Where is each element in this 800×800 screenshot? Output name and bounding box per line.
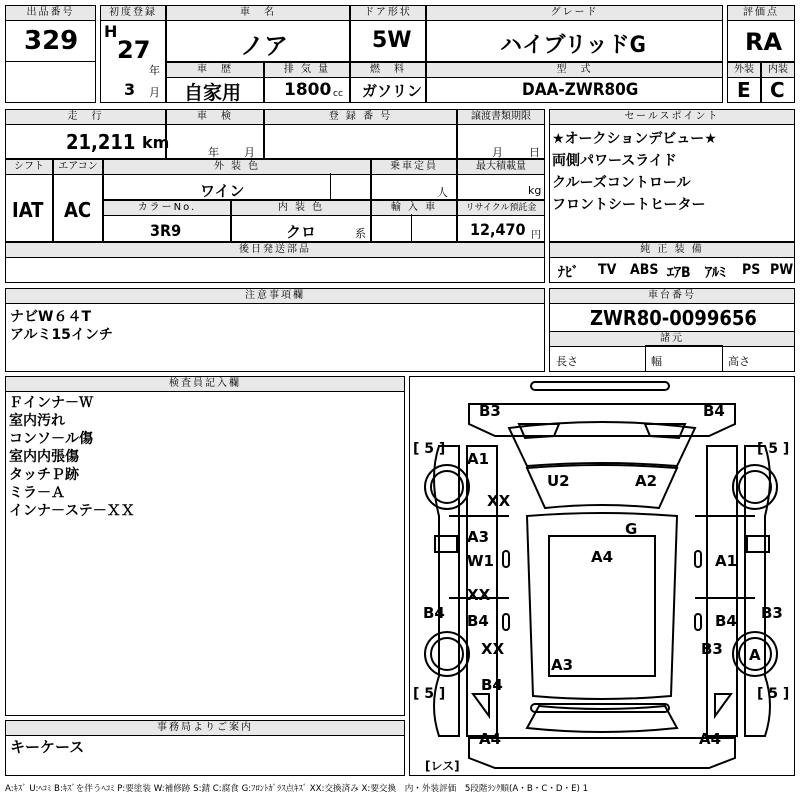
door-label: ドア形状 <box>350 5 426 21</box>
sales-points-label: セールスポイント <box>549 109 795 125</box>
mark-xx-left-3: XX <box>481 640 505 658</box>
history-label: 車 歴 <box>166 62 264 78</box>
inspection-label: 車 検 <box>166 109 264 125</box>
equipment-pw: PW <box>770 262 794 278</box>
mark-a3-center: A3 <box>551 656 574 674</box>
mark-xx-left: XX <box>487 492 511 510</box>
aircon: AC <box>64 198 92 222</box>
specs-label: 諸元 <box>549 331 795 347</box>
max-load-label: 最大積載量 <box>457 159 545 175</box>
mileage: 21,211 <box>66 130 136 154</box>
equipment-ps: PS <box>742 262 761 278</box>
notes-label: 注意事項欄 <box>5 288 545 304</box>
ext-color: ワイン <box>200 182 245 200</box>
first-reg-label: 初度登録 <box>100 5 166 21</box>
spec-length-label: 長さ <box>556 355 578 368</box>
aircon-label: エアコン <box>53 159 103 175</box>
sales-point-item: ★オークションデビュー★ <box>552 131 717 147</box>
model-label: 型 式 <box>426 62 723 78</box>
mark-a1-left-fender: A1 <box>467 450 490 468</box>
door-type: 5W <box>372 28 412 53</box>
mark-w1: W1 <box>467 552 494 570</box>
inspector-line: Ｆインナ－Ｗ <box>9 395 93 411</box>
reg-year: 27 <box>117 36 151 64</box>
inspector-line: コンソ－ル傷 <box>9 431 93 447</box>
recycle-unit: 円 <box>531 230 541 241</box>
mark-a1-right: A1 <box>715 552 738 570</box>
spec-width-label: 幅 <box>651 355 662 368</box>
car-outline <box>425 382 777 768</box>
sales-point-item: 両側パワースライド <box>552 153 677 169</box>
inspector-line: ミラ－Ａ <box>9 485 65 501</box>
ext-color-divider <box>330 173 331 200</box>
chassis-label: 車台番号 <box>549 288 795 304</box>
max-load-unit: kg <box>528 184 542 197</box>
mark-xx-left-2: XX <box>467 586 491 604</box>
inspector-line: 室内汚れ <box>9 413 65 429</box>
exterior-grade: E <box>737 78 751 102</box>
mark-a4-bottom-right: A4 <box>699 730 722 748</box>
interior-label: 内装 <box>761 62 795 78</box>
color-no: 3R9 <box>150 221 182 240</box>
damage-diagram <box>409 376 795 776</box>
shift: IAT <box>12 198 44 222</box>
legend: A:ｷｽﾞ U:ﾍｺﾐ B:ｷｽﾞを伴うﾍｺﾐ P:要塗装 W:補修跡 S:錆 C:腐食 G:ﾌﾛﾝﾄｶﾞﾗｽ点ｷｽﾞ XX:交換済み X:要交換 内・外装評価 5段階ﾗﾝｸ順(A・B・C・D・E) 1 <box>5 784 589 794</box>
mark-a4-center: A4 <box>591 548 614 566</box>
history: 自家用 <box>184 82 242 104</box>
recycle: 12,470 <box>470 220 526 239</box>
mark-b4-right: B4 <box>715 612 737 630</box>
office-text: キーケース <box>10 738 85 756</box>
score-label: 評価点 <box>727 5 795 21</box>
mark-b4-front-right: B4 <box>703 402 725 420</box>
equipment-abs: ABS <box>630 262 659 278</box>
grade-label: グレード <box>426 5 723 21</box>
color-no-label: カラーNo. <box>103 200 231 216</box>
transfer-label: 譲渡書類期限 <box>457 109 545 125</box>
tire-fr: [ 5 ] <box>757 441 790 457</box>
mark-a2: A2 <box>635 472 658 490</box>
equipment-ﾅﾋﾞ: ﾅﾋﾞ <box>558 265 579 281</box>
car-name-label: 車 名 <box>166 5 350 21</box>
note-line: アルミ15インチ <box>10 327 113 343</box>
equipment-alloy: ｱﾙﾐ <box>705 265 726 281</box>
lot-divider <box>5 61 96 62</box>
score: RA <box>745 28 783 56</box>
sales-point-item: フロントシートヒーター <box>552 197 706 213</box>
mark-a3-left: A3 <box>467 528 490 546</box>
fuel-label: 燃 料 <box>350 62 426 78</box>
sales-point-item: クルーズコントロール <box>552 175 691 191</box>
spec-height-label: 高さ <box>728 355 750 368</box>
equipment-tv: TV <box>598 262 617 278</box>
notes-list <box>10 308 113 344</box>
tire-fl: [ 5 ] <box>413 441 446 457</box>
mark-b4-left-1: B4 <box>423 604 445 622</box>
int-color-label: 内 装 色 <box>231 200 371 216</box>
era: H <box>104 22 118 41</box>
rear-label: [レス] <box>425 759 460 773</box>
displacement-label: 排 気 量 <box>264 62 350 78</box>
model: DAA-ZWR80G <box>522 80 639 100</box>
inspector-label: 検査員記入欄 <box>5 376 405 392</box>
mileage-unit: km <box>142 133 170 152</box>
grade: ハイブリッドG <box>500 33 646 58</box>
equipment-label: 純 正 装 備 <box>549 242 795 258</box>
inspector-line: インナ－ステ－ＸＸ <box>9 503 135 519</box>
shift-label: シフト <box>5 159 53 175</box>
office-label: 事務局よりご案内 <box>5 720 405 736</box>
transfer-month-unit: 月 <box>492 146 503 159</box>
note-line: ナビW６４T <box>10 309 91 325</box>
int-color: クロ <box>286 223 317 241</box>
insp-month-unit: 月 <box>244 146 255 159</box>
reg-month: 3 <box>124 80 136 99</box>
mark-a4-bottom-left: A4 <box>479 730 502 748</box>
tire-rl: [ 5 ] <box>413 686 446 702</box>
capacity-label: 乗車定員 <box>371 159 457 175</box>
displacement-unit: cc <box>333 89 343 99</box>
mark-b4-left-3: B4 <box>481 676 503 694</box>
mark-b4-left-2: B4 <box>467 612 489 630</box>
ext-color-label: 外 装 色 <box>103 159 371 175</box>
insp-year-unit: 年 <box>208 146 219 159</box>
lot-label: 出品番号 <box>5 5 96 21</box>
displacement: 1800 <box>284 80 332 100</box>
reg-no-label: 登 録 番 号 <box>264 109 457 125</box>
later-parts-label: 後日発送部品 <box>5 242 545 258</box>
inspector-line: タッチＰ跡 <box>9 467 79 483</box>
month-unit: 月 <box>149 86 160 99</box>
mark-u2: U2 <box>547 472 570 490</box>
mark-g: G <box>625 520 638 538</box>
car-name: ノア <box>240 32 288 60</box>
int-color-unit: 系 <box>355 227 366 240</box>
chassis-number: ZWR80-0099656 <box>590 306 757 330</box>
exterior-label: 外装 <box>727 62 761 78</box>
lot-number: 329 <box>24 26 79 56</box>
interior-grade: C <box>770 78 785 102</box>
mark-b3-front-left: B3 <box>479 402 501 420</box>
mark-b3-right-2: B3 <box>701 640 723 658</box>
import-divider <box>411 214 412 242</box>
mark-b3-right: B3 <box>761 604 783 622</box>
capacity-unit: 人 <box>437 186 448 199</box>
sales-points-list <box>552 128 717 216</box>
inspector-list <box>9 394 135 520</box>
recycle-label: リサイクル預託金 <box>457 200 545 216</box>
mark-a-right-wheel: A <box>749 646 761 664</box>
tire-rr: [ 5 ] <box>757 686 790 702</box>
year-unit: 年 <box>149 64 160 77</box>
import-label: 輸 入 車 <box>371 200 457 216</box>
transfer-day-unit: 日 <box>529 146 540 159</box>
mileage-label: 走 行 <box>5 109 166 125</box>
inspector-line: 室内内張傷 <box>9 449 79 465</box>
fuel: ガソリン <box>362 82 423 100</box>
equipment-airbag: ｴｱB <box>667 265 691 281</box>
